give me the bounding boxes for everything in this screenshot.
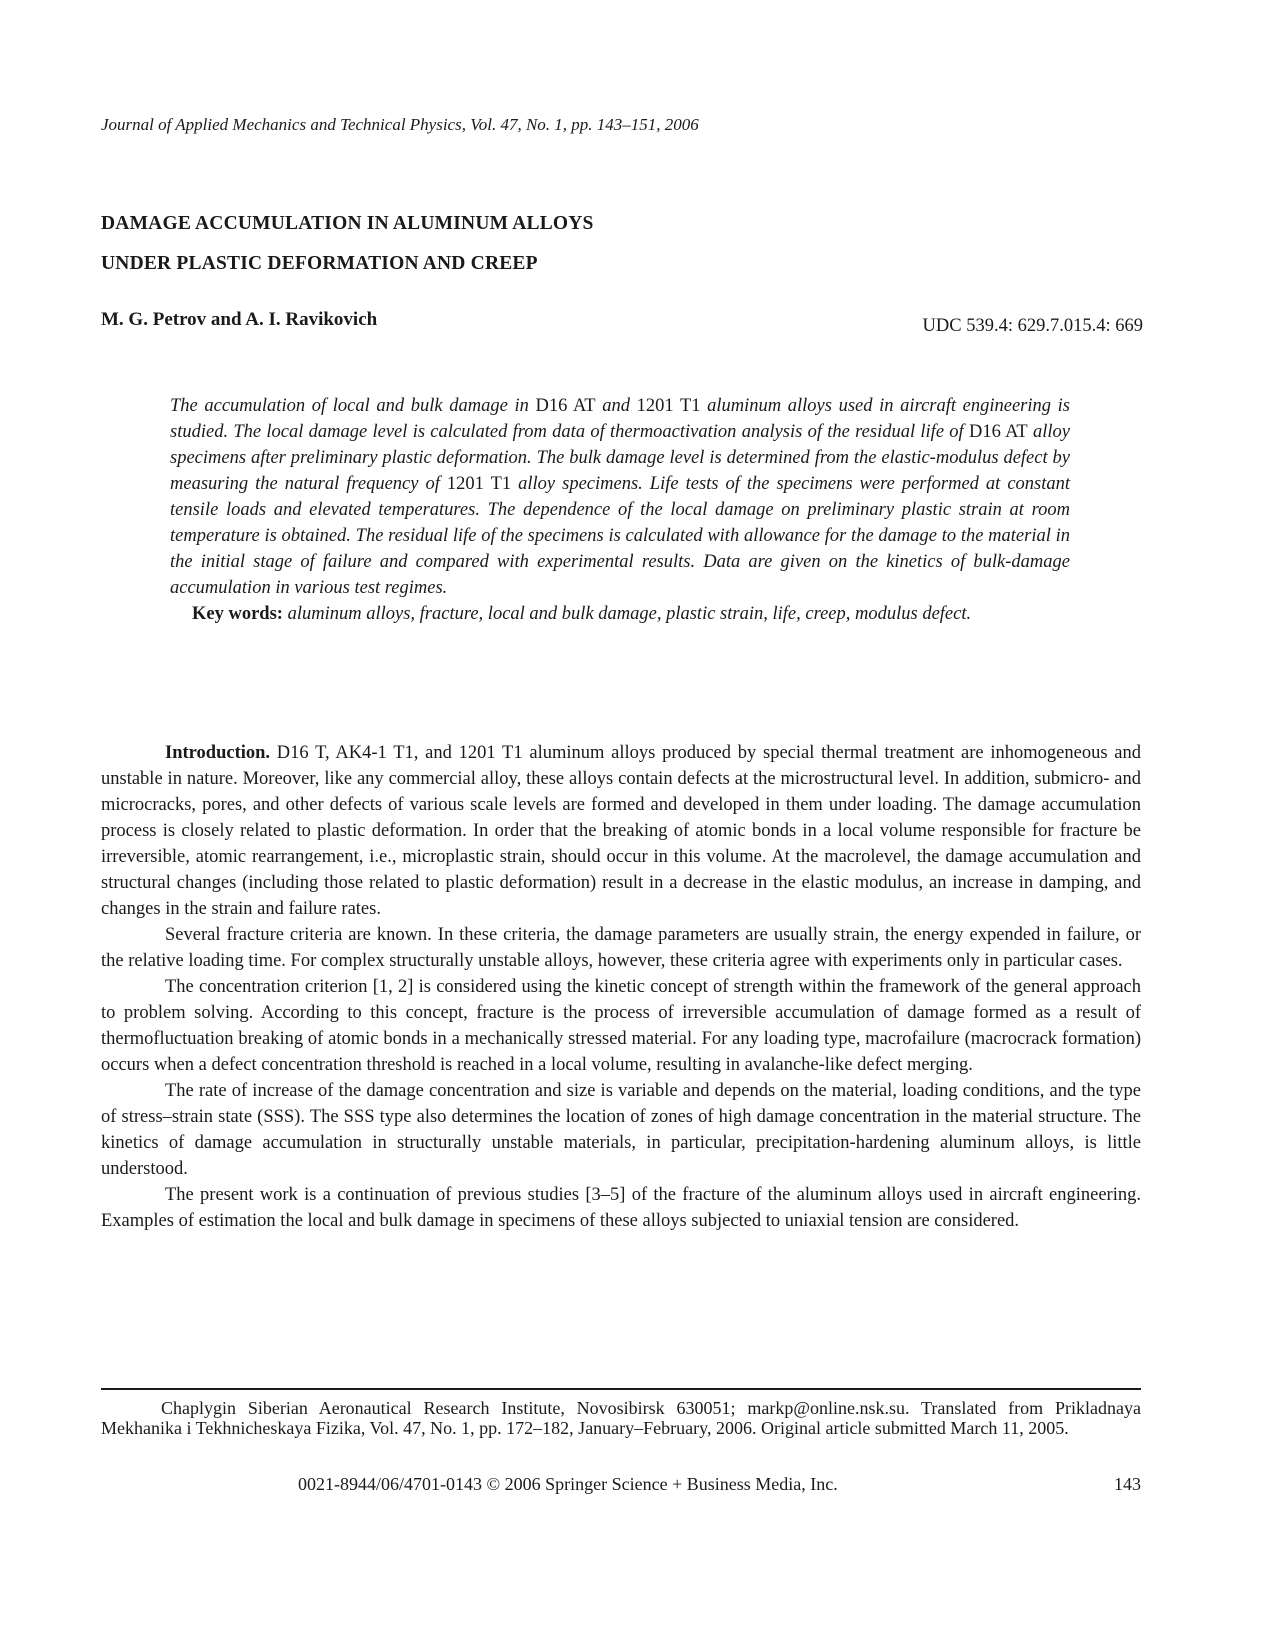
alloy-name: D16 AT (535, 396, 596, 416)
paragraph-5: The present work is a continuation of previous studies [3–5] of the fracture of the aluminum alloys used in aircraft engineering. Examples of estimation the local and bulk damage in specimens of these alloys subjected to uniaxial tension are considered. (101, 1185, 1141, 1231)
abstract-segment: The accumulation of local and bulk damage in (170, 396, 536, 416)
abstract-segment: aluminum alloys used in aircraft engineering is studied. The local damage level is calculated from data of thermoactivation analysis of the residual life of (170, 396, 1071, 442)
paragraph-4: The rate of increase of the damage concentration and size is variable and depends on the material, loading conditions, and the type of stress–strain state (SSS). The SSS type also determines the location of zones of high damage concentration in the material structure. The kinetics of damage accumulation in structurally unstable materials, in particular, precipitation-hardening aluminum alloys, is little understood. (101, 1081, 1141, 1179)
keywords-text: aluminum alloys, fracture, local and bulk damage, plastic strain, life, creep, modulus defect. (282, 604, 972, 624)
body-text (101, 740, 1141, 1234)
paragraph-introduction (101, 740, 1141, 922)
udc-code: UDC 539.4: 629.7.015.4: 669 (922, 316, 1143, 336)
keywords (170, 601, 1070, 627)
footnote: Chaplygin Siberian Aeronautical Research Institute, Novosibirsk 630051; markp@online.nsk.su. Translated from Prikladnaya Mekhanika i Tekhnicheskaya Fizika, Vol. 47, No. 1, pp. 172–182, January–February, 2006. Original article submitted March 11, 2005. (101, 1398, 1141, 1438)
alloy-name: 1201 T1 (446, 474, 512, 494)
paper-title (101, 204, 1001, 284)
paragraph-text: D16 T, AK4-1 T1, and 1201 T1 aluminum alloys produced by special thermal treatment are inhomogeneous and unstable in nature. Moreover, like any commercial alloy, these alloys contain defects at the microstructural level. In addition, submicro- and microcracks, pores, and other defects of various scale levels are formed and developed in them under loading. The damage accumulation process is closely related to plastic deformation. In order that the breaking of atomic bonds in a local volume responsible for fracture be irreversible, atomic rearrangement, i.e., microplastic strain, should occur in this volume. At the macrolevel, the damage accumulation and structural changes (including those related to plastic deformation) result in a decrease in the elastic modulus, an increase in damping, and changes in the strain and failure rates. (101, 743, 1141, 919)
title-line-1: DAMAGE ACCUMULATION IN ALUMINUM ALLOYS (101, 213, 594, 234)
abstract-segment: and (595, 396, 637, 416)
footnote-divider (101, 1388, 1141, 1390)
abstract (170, 393, 1070, 627)
paragraph-3: The concentration criterion [1, 2] is considered using the kinetic concept of strength within the framework of the general approach to problem solving. According to this concept, fracture is the process of irreversible accumulation of damage formed as a result of thermofluctuation breaking of atomic bonds in a mechanically stressed material. For any loading type, macrofailure (macrocrack formation) occurs when a defect concentration threshold is reached in a local volume, resulting in avalanche-like defect merging. (101, 977, 1141, 1075)
alloy-name: D16 AT (968, 422, 1028, 442)
abstract-text (170, 393, 1070, 601)
page-number: 143 (1114, 1474, 1141, 1494)
alloy-name: 1201 T1 (636, 396, 701, 416)
abstract-segment: alloy specimens after preliminary plastic deformation. The bulk damage level is determined from the elastic-modulus defect by measuring the natural frequency of (170, 422, 1070, 494)
paragraph-2: Several fracture criteria are known. In these criteria, the damage parameters are usually strain, the energy expended in failure, or the relative loading time. For complex structurally unstable alloys, however, these criteria agree with experiments only in particular cases. (101, 925, 1141, 971)
abstract-segment: alloy specimens. Life tests of the specimens were performed at constant tensile loads and elevated temperatures. The dependence of the local damage on preliminary plastic strain at room temperature is obtained. The residual life of the specimens is calculated with allowance for the damage to the material in the initial stage of failure and compared with experimental results. Data are given on the kinetics of bulk-damage accumulation in various test regimes. (170, 474, 1071, 598)
title-line-2: UNDER PLASTIC DEFORMATION AND CREEP (101, 253, 538, 274)
journal-citation: Journal of Applied Mechanics and Technical Physics, Vol. 47, No. 1, pp. 143–151, 2006 (101, 115, 699, 134)
authors: M. G. Petrov and A. I. Ravikovich (101, 309, 378, 330)
keywords-label: Key words: (192, 604, 283, 624)
copyright-line: 0021-8944/06/4701-0143 © 2006 Springer Science + Business Media, Inc. (298, 1474, 838, 1494)
section-heading-introduction: Introduction. (165, 743, 271, 763)
